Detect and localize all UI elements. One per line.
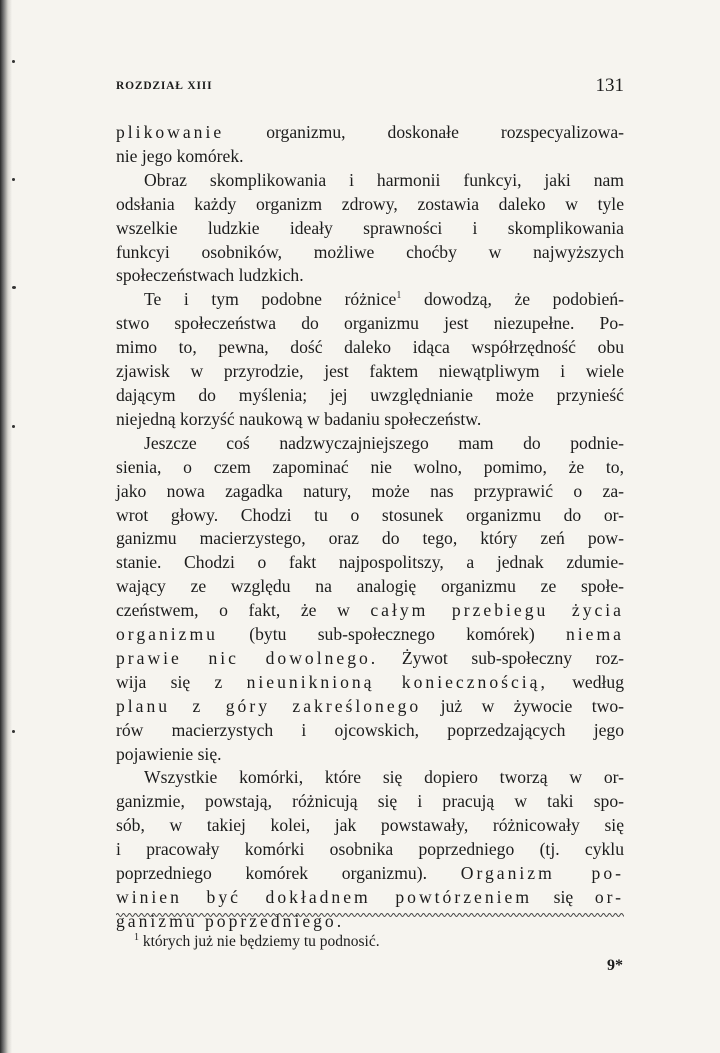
spaced-emphasis: ganizmu poprzedniego. — [116, 910, 345, 931]
text-run: (bytu sub-społecznego komórek) — [217, 624, 566, 645]
spaced-emphasis: plikowanie — [116, 122, 225, 142]
spaced-emphasis: or- — [594, 887, 624, 907]
text-line: niejedną korzyść naukową w badaniu społeczeństw. — [116, 408, 482, 429]
spaced-emphasis: winien być dokładnem powtórzeniem — [116, 887, 533, 907]
text-line: rów macierzystych i ojcowskich, poprzedzających jego — [116, 719, 624, 740]
page-number: 131 — [595, 75, 624, 96]
margin-speck — [12, 178, 15, 181]
text-line: nie jego komórek. — [116, 145, 244, 166]
spaced-emphasis: Organizm po- — [460, 863, 624, 884]
text-run: się — [532, 887, 595, 907]
text-run: już w żywocie two- — [421, 695, 624, 716]
page-binding-shadow — [0, 0, 12, 1053]
text-line: wrot głowy. Chodzi tu o stosunek organizmu do or- — [116, 504, 624, 525]
text-line: Jeszcze coś nadzwyczajniejszego mam do podnie- — [144, 432, 624, 453]
footnote — [134, 932, 624, 952]
text-line: wający ze względu na analogię organizmu ze społe- — [116, 576, 624, 597]
text-run: czeństwem, o fakt, że w — [116, 600, 371, 621]
text-line — [116, 121, 624, 145]
spaced-emphasis: organizmu — [116, 624, 218, 645]
text-line: sienia, o czem zapominać nie wolno, pomimo, że to, — [116, 456, 624, 477]
text-run: dowodzą, że podobień- — [401, 289, 624, 310]
text-run: Żywot sub-społeczny roz- — [378, 647, 624, 668]
text-line: jako nowa zagadka natury, może nas przyprawić o za- — [116, 480, 624, 501]
text-line: sób, w takiej kolei, jak powstawały, różnicowały się — [116, 815, 624, 836]
text-line: i pracowały komórki osobnika poprzedniego (tj. cyklu — [116, 839, 624, 860]
text-line: funkcyi osobników, możliwe choćby w najwyższych — [116, 241, 624, 262]
text-line — [116, 647, 624, 671]
text-line — [116, 886, 624, 910]
spaced-emphasis: niema — [566, 624, 624, 645]
text-line: stanie. Chodzi o fakt najpospolitszy, a jednak zdumie- — [116, 552, 624, 573]
spaced-emphasis: nieuniknioną koniecznością, — [246, 671, 548, 692]
margin-speck — [12, 60, 15, 63]
footnote-divider — [116, 911, 624, 919]
spaced-emphasis: planu z góry zakreślonego — [116, 695, 422, 716]
footnote-marker: 1 — [134, 931, 139, 943]
text-line: wszelkie ludzkie ideały sprawności i skomplikowania — [116, 217, 624, 238]
margin-speck — [12, 286, 16, 289]
text-line — [116, 695, 624, 719]
text-line: społeczeństwach ludzkich. — [116, 265, 304, 286]
spaced-emphasis: prawie nic dowolnego. — [116, 647, 379, 668]
text-line — [116, 288, 624, 312]
running-head: ROZDZIAŁ XIII — [116, 80, 213, 92]
text-line: dającym do myślenia; jej uwzględnianie może przynieść — [116, 384, 624, 405]
text-run: Te i tym podobne różnice — [144, 289, 397, 310]
footnote-reference: 1 — [396, 290, 402, 302]
page-header — [116, 75, 624, 100]
text-line: pojawienie się. — [116, 743, 222, 764]
footnote-text: których już nie będziemy tu podnosić. — [142, 933, 380, 950]
text-line: Obraz skomplikowania i harmonii funkcyi, jaki nam — [144, 169, 624, 190]
text-run: według — [547, 671, 624, 692]
text-line — [116, 623, 624, 647]
body-text — [116, 121, 624, 934]
text-line: Wszystkie komórki, które się dopiero tworzą w or- — [144, 767, 624, 788]
text-run: wija się z — [116, 671, 247, 692]
text-line — [116, 671, 624, 695]
signature-mark: 9* — [607, 957, 623, 974]
text-line — [116, 862, 624, 886]
text-line: zjawisk w przyrodzie, jest faktem niewątpliwym i wiele — [116, 361, 624, 382]
text-line: ganizmie, powstają, różnicują się i pracują w taki spo- — [116, 791, 624, 812]
margin-speck — [12, 730, 15, 733]
text-run: poprzedniego komórek organizmu). — [116, 863, 461, 884]
margin-speck — [12, 425, 15, 428]
text-line: odsłania każdy organizm zdrowy, zostawia daleko w tyle — [116, 193, 624, 214]
text-line: stwo społeczeństwa do organizmu jest niezupełne. Po- — [116, 313, 624, 334]
spaced-emphasis: całym przebiegu życia — [370, 600, 624, 621]
text-run: organizmu, doskonałe rozspecyalizowa- — [224, 122, 624, 142]
text-line: mimo to, pewna, dość daleko idąca współrzędność obu — [116, 337, 624, 358]
text-line: ganizmu macierzystego, oraz do tego, który zeń pow- — [116, 528, 624, 549]
text-line — [116, 599, 624, 623]
